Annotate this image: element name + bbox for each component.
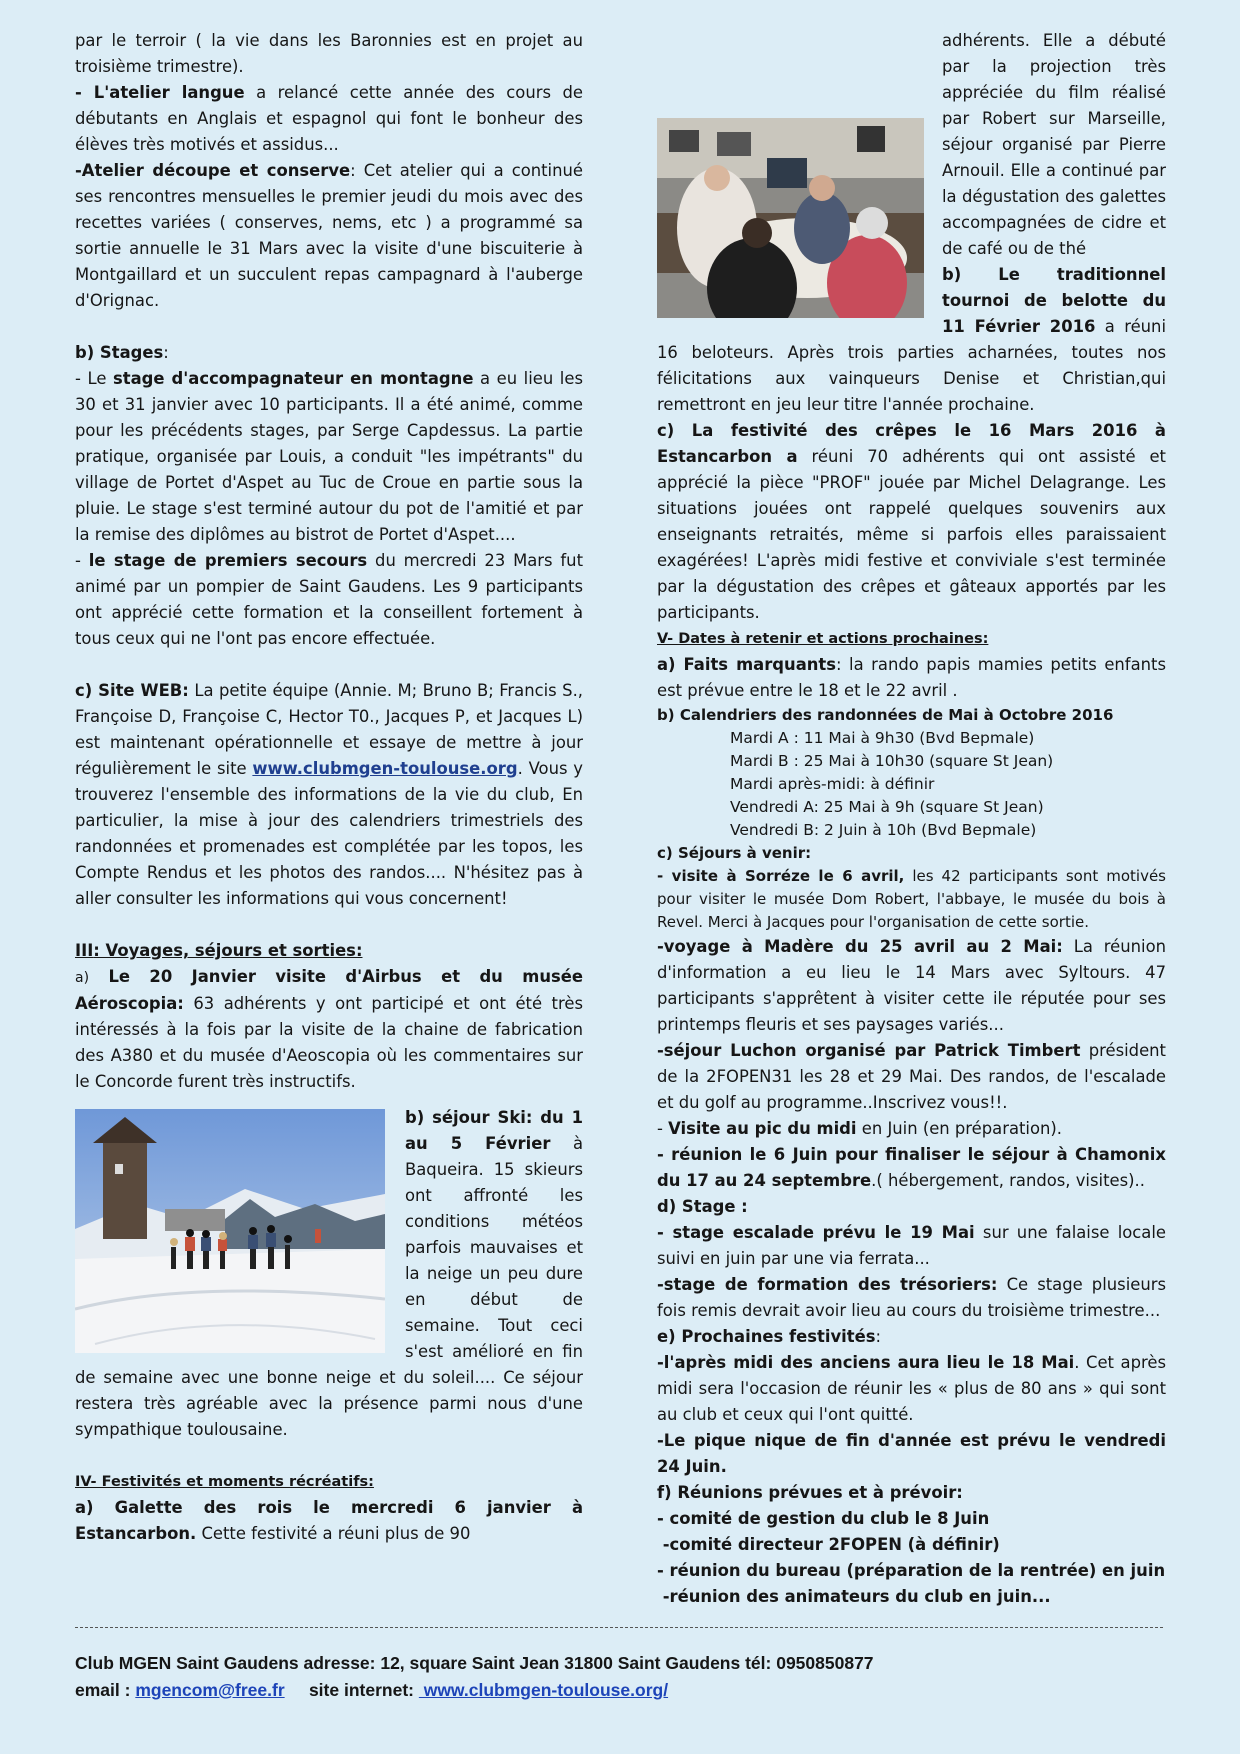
luchon-title: -séjour Luchon organisé par Patrick Timbert [657,1041,1081,1060]
anciens-paragraph [657,1350,1166,1428]
dates-heading [657,626,1166,652]
intro-paragraph: par le terroir ( la vie dans les Baronnies est en projet au troisième trimestre). [75,31,583,76]
sorreze-paragraph [657,865,1166,934]
galette-continuation: adhérents. Elle a débuté par la projection très appréciée du film réalisé par Robert sur Marseille, séjour organisé par Pierre Arnouil. Elle a continué par la dégustation des galettes accompagnées de cidre et de café ou de thé [942,31,1166,258]
stage-heading [657,1194,1166,1220]
airbus-label: a) [75,970,90,986]
reunion-item-text: - réunion du bureau (préparation de la rentrée) en juin [657,1561,1166,1580]
galette-title: a) Galette des rois le mercredi 6 janvier à Estancarbon. [75,1498,583,1543]
galette-paragraph [75,1495,583,1547]
schedule-item: Vendredi A: 25 Mai à 9h (square St Jean) [730,798,1044,816]
escalade-title: - stage escalade prévu le 19 Mai [657,1223,975,1242]
site-web-paragraph [75,678,583,912]
pic-prefix: - [657,1119,669,1138]
reunion-item [657,1558,1166,1584]
reunion-item-text: - comité de gestion du club le 8 Juin [657,1509,990,1528]
belote-title: b) Le traditionnel tournoi de belotte du 11 Février 2016 [942,265,1166,336]
airbus-paragraph [75,964,583,1095]
stage-montagne-prefix: - Le [75,369,113,388]
stage-montagne-text: a eu lieu les 30 et 31 janvier avec 10 participants. Il a été animé, comme pour les précédents stages, par Serge Capdessus. La partie pratique, organisée par Louis, a conduit "les impétrants" du village de Portet d'Aspet au Tuc de Croue en partie sous la pluie. Le stage s'est terminé autour du pot de l'amitié et par la remise des diplômes au bistrot de Portet d'Aspet.... [75,369,583,544]
reunion-item-text: -réunion des animateurs du club en juin... [657,1587,1051,1606]
luchon-paragraph [657,1038,1166,1116]
stages-heading [75,340,583,366]
madere-paragraph [657,934,1166,1038]
site-web-text-1: La petite équipe (Annie. M; Bruno B; Francis S., Françoise D, Françoise C, Hector T0., Jacques P, et Jacques L) est maintenant opérationnelle et essaye de mettre à jour régulièrement le site [75,681,583,778]
galette-text: Cette festivité a réuni plus de 90 [196,1524,471,1543]
stages-heading-text: b) Stages [75,343,164,362]
atelier-decoupe-paragraph [75,158,583,314]
reunion-item [657,1506,1166,1532]
chamonix-paragraph [657,1142,1166,1194]
schedule-item: Mardi A : 11 Mai à 9h30 (Bvd Bepmale) [730,729,1035,747]
schedule-item: Mardi B : 25 Mai à 10h30 (square St Jean) [730,752,1054,770]
chamonix-title: - réunion le 6 Juin pour finaliser le séjour à Chamonix du 17 au 24 septembre [657,1145,1166,1190]
stage-secours-text: du mercredi 23 Mars fut animé par un pompier de Saint Gaudens. Les 9 participants ont apprécié cette formation et la conseillent fortement à tous ceux qui ne l'ont pas encore effectuée. [75,551,583,648]
atelier-langue-text: a relancé cette année des cours de débutants en Anglais et espagnol qui font le bonheur des élèves très motivés et assidus... [75,83,583,154]
tresoriers-text: Ce stage plusieurs fois remis devrait avoir lieu au cours du troisième trimestre... [657,1275,1166,1320]
stages-heading-suffix: : [163,343,169,362]
sorreze-text: les 42 participants sont motivés pour visiter le musée Dom Robert, l'abbaye, le musée du bois à Revel. Merci à Jacques pour l'organisation de cette sortie. [657,867,1166,931]
prochaines-heading-suffix: : [875,1327,881,1346]
pic-title: Visite au pic du midi [668,1119,857,1138]
footer-contact [75,1677,1165,1704]
tresoriers-paragraph [657,1272,1166,1324]
atelier-langue-paragraph [75,80,583,158]
schedule-item: Mardi après-midi: à définir [730,775,935,793]
belote-photo [657,118,924,318]
belote-text: a réuni 16 beloteurs. Après trois parties acharnées, toutes nos félicitations aux vainqueurs Denise et Christian,qui remettront en jeu leur titre l'année prochaine. [657,317,1166,414]
pic-paragraph [657,1116,1166,1142]
atelier-decoupe-title: -Atelier découpe et conserve [75,161,351,180]
stage-montagne-title: stage d'accompagnateur en montagne [112,369,474,388]
sorreze-title: - visite à Sorréze le 6 avril, [657,867,905,885]
footer-address: Club MGEN Saint Gaudens adresse: 12, square Saint Jean 31800 Saint Gaudens tél: 0950850877 [75,1653,874,1673]
dates-heading-text: V- Dates à retenir et actions prochaines: [657,631,989,647]
footer-divider [75,1627,1163,1628]
ski-photo-image [75,1109,385,1353]
calendriers-heading [657,704,1166,727]
airbus-text: 63 adhérents y ont participé et ont été très intéressés à la fois par la visite de la chaine de fabrication des A380 et du musée d'Aeoscopia où les commentaires sur le Concorde furent très instructifs. [75,994,583,1091]
anciens-text: . Cet après midi sera l'occasion de réunir les « plus de 80 ans » qui sont au club et ceux qui l'ont quitté. [657,1353,1166,1424]
footer-site-link[interactable]: www.clubmgen-toulouse.org/ [418,1680,669,1700]
escalade-text: sur une falaise locale suivi en juin par une via ferrata... [657,1223,1166,1268]
airbus-title: Le 20 Janvier visite d'Airbus et du musée Aéroscopia: [75,967,583,1013]
festivites-heading [75,1469,583,1495]
atelier-decoupe-text: : Cet atelier qui a continué ses rencontres mensuelles le premier jeudi du mois avec des recettes variées ( conserves, nems, etc ) a programmé sa sortie annuelle le 31 Mars avec la visite d'une biscuiterie à Montgaillard et un succulent repas campagnard à l'auberge d'Orignac. [75,161,583,310]
stage-secours-paragraph [75,548,583,652]
footer [75,1650,1165,1704]
stage-secours-prefix: - [75,551,89,570]
footer-email-link[interactable]: mgencom@free.fr [135,1680,285,1700]
pique-nique-title: -Le pique nique de fin d'année est prévu le vendredi 24 Juin. [657,1431,1166,1476]
pique-nique-paragraph [657,1428,1166,1480]
reunions-heading [657,1480,1166,1506]
chamonix-text: .( hébergement, randos, visites).. [871,1171,1145,1190]
crepes-text: réuni 70 adhérents qui ont assisté et apprécié la pièce "PROF" jouée par Michel Delagrange. Les situations jouées ont rappelé quelques souvenirs aux enseignants retraités, même si parfois elles paraissaient exagérées! L'après midi festive et conviviale s'est terminée par la dégustation des crêpes et gâteaux apportés par les participants. [657,447,1166,622]
stage-secours-title: le stage de premiers secours [88,551,368,570]
site-web-text-2: . Vous y trouverez l'ensemble des informations de la vie du club, En particulier, la mise à jour des calendriers trimestriels des randonnées et promenades est complétée par les topos, les Compte Rendus et les photos des randos.... N'hésitez pas à aller consulter les informations qui vous concernent! [75,759,583,908]
footer-site-label: site internet: [284,1680,419,1700]
madere-title: -voyage à Madère du 25 avril au 2 Mai: [657,937,1063,956]
left-column [75,28,583,1547]
faits-text: : la rando papis mamies petits enfants est prévue entre le 18 et le 22 avril . [657,655,1166,700]
madere-text: La réunion d'information a eu lieu le 14 Mars avec Syltours. 47 participants s'apprêtent à visiter cette ile réputée pour ses printemps fleuris et ses paysages variés... [657,937,1166,1034]
stage-montagne-paragraph [75,366,583,548]
site-web-link[interactable]: www.clubmgen-toulouse.org [252,759,518,778]
right-column [657,28,1166,1610]
crepes-paragraph [657,418,1166,626]
festivites-heading-text: IV- Festivités et moments récréatifs: [75,1474,374,1490]
stage-heading-text: d) Stage : [657,1197,748,1216]
schedule-item: Vendredi B: 2 Juin à 10h (Bvd Bepmale) [730,821,1037,839]
prochaines-heading-text: e) Prochaines festivités [657,1327,876,1346]
voyages-heading-number: III [75,941,94,960]
faits-title: a) Faits marquants [657,655,837,674]
reunions-heading-text: f) Réunions prévues et à prévoir: [657,1483,963,1502]
sejours-heading [657,842,1166,865]
footer-email-label: email : [75,1680,136,1700]
calendriers-heading-text: b) Calendriers des randonnées de Mai à Octobre 2016 [657,706,1114,724]
luchon-text: président de la 2FOPEN31 les 28 et 29 Mai. Des randos, de l'escalade et du golf au programme..Inscrivez vous!!. [657,1041,1166,1112]
atelier-langue-title: - L'atelier langue [75,83,245,102]
voyages-heading-text: : Voyages, séjours et sorties: [93,941,363,960]
ski-photo [75,1109,385,1353]
escalade-paragraph [657,1220,1166,1272]
site-web-title: c) Site WEB: [75,681,189,700]
reunion-item-text: -comité directeur 2FOPEN (à définir) [657,1535,1000,1554]
pic-text: en Juin (en préparation). [856,1119,1062,1138]
prochaines-heading [657,1324,1166,1350]
belote-photo-image [657,118,924,318]
anciens-title: -l'après midi des anciens aura lieu le 18 Mai [657,1353,1075,1372]
voyages-heading [75,938,583,964]
schedule-list [657,727,1166,842]
sejours-heading-text: c) Séjours à venir: [657,844,812,862]
reunion-item [657,1532,1166,1558]
reunion-item [657,1584,1166,1610]
crepes-title: c) La festivité des crêpes le 16 Mars 2016 à Estancarbon a [657,421,1166,466]
tresoriers-title: -stage de formation des trésoriers: [657,1275,998,1294]
ski-title: b) séjour Ski: du 1 au 5 Février [405,1108,583,1153]
faits-paragraph [657,652,1166,704]
ski-text: à Baqueira. 15 skieurs ont affronté les conditions météos parfois mauvaises et la neige un peu dure en début de semaine. Tout ceci s'est amélioré en fin de semaine avec une bonne neige et du soleil.... Ce séjour restera très agréable avec la présence parmi nous d'une sympathique toulousaine. [75,1134,583,1439]
